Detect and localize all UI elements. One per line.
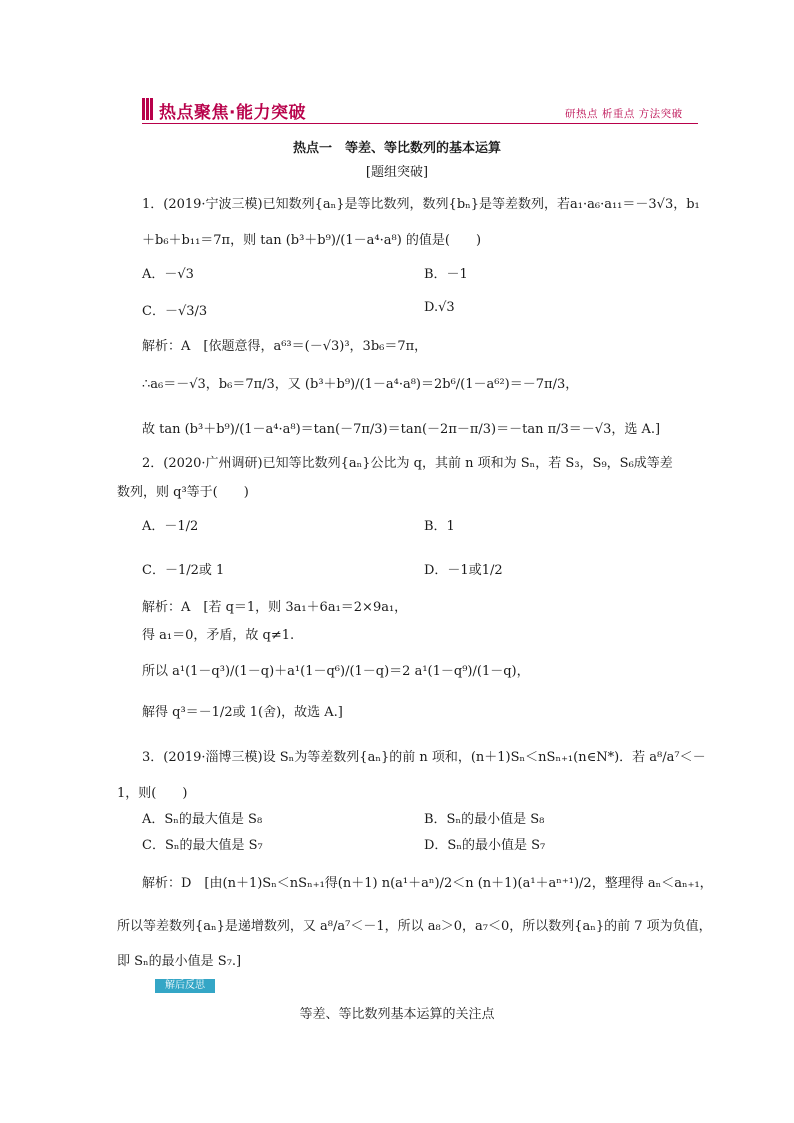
- problem-2-solution-line-2: 得 a₁＝0，矛盾，故 q≠1.: [142, 628, 295, 643]
- reflection-badge: 解后反思: [155, 979, 215, 993]
- problem-3-option-d: D．Sₙ的最小值是 S₇: [424, 838, 546, 853]
- problem-2-stem-line-1: 2．(2020·广州调研)已知等比数列{aₙ}公比为 q，其前 n 项和为 Sₙ，若 S₃，S₉，S₆成等差: [142, 456, 673, 471]
- header-title: 热点聚焦·能力突破: [159, 103, 306, 123]
- subsection-title: [题组突破]: [365, 165, 429, 180]
- problem-1-stem-line-2: ＋b₆＋b₁₁＝7π，则 tan (b³＋b⁹)/(1－a⁴·a⁸) 的值是( ): [142, 233, 482, 248]
- problem-3-stem-line-2: 1，则( ): [117, 786, 188, 801]
- problem-1-stem-line-1: 1．(2019·宁波三模)已知数列{aₙ}是等比数列，数列{bₙ}是等差数列，若a₁·a₆·a₁₁＝－3√3，b₁: [142, 197, 700, 212]
- problem-1-solution-line-2: ∴a₆＝－√3，b₆＝7π/3，又 (b³＋b⁹)/(1－a⁴·a⁸)＝2b⁶/(1－a⁶²)＝－7π/3，: [142, 377, 579, 392]
- section-title: 热点一 等差、等比数列的基本运算: [292, 141, 501, 156]
- problem-3-option-a: A．Sₙ的最大值是 S₈: [142, 812, 263, 827]
- problem-3-solution-line-3: 即 Sₙ的最小值是 S₇.]: [117, 954, 242, 969]
- problem-2-solution-line-3: 所以 a¹(1－q³)/(1－q)＋a¹(1－q⁶)/(1－q)＝2 a¹(1－q⁹)/(1－q)，: [142, 664, 530, 679]
- problem-3-option-c: C．Sₙ的最大值是 S₇: [142, 838, 263, 853]
- problem-2-stem-line-2: 数列，则 q³等于( ): [117, 485, 249, 500]
- problem-2-option-d: D．－1或1/2: [424, 563, 503, 578]
- problem-2-option-b: B．1: [424, 519, 455, 534]
- problem-2-solution-line-1: 解析：A [若 q＝1，则 3a₁＋6a₁＝2×9a₁，: [142, 600, 408, 615]
- problem-3-stem-line-1: 3．(2019·淄博三模)设 Sₙ为等差数列{aₙ}的前 n 项和，(n＋1)Sₙ＜nSₙ₊₁(n∈N*)．若 a⁸/a⁷＜－: [142, 750, 706, 765]
- header-right-text: 研热点 析重点 方法突破: [565, 108, 683, 120]
- problem-3-solution-line-1: 解析：D [由(n＋1)Sₙ＜nSₙ₊₁得(n＋1) n(a¹＋aⁿ)/2＜n (n＋1)(a¹＋aⁿ⁺¹)/2，整理得 aₙ＜aₙ₊₁，: [142, 876, 713, 891]
- problem-3-solution-line-2: 所以等差数列{aₙ}是递增数列，又 a⁸/a⁷＜－1，所以 a₈＞0，a₇＜0，所以数列{aₙ}的前 7 项为负值，: [117, 919, 712, 934]
- problem-1-option-c: C．－√3/3: [142, 304, 208, 319]
- header-rule: [142, 123, 698, 124]
- problem-1-solution-line-1: 解析：A [依题意得，a⁶³＝(－√3)³，3b₆＝7π，: [142, 339, 428, 354]
- problem-1-option-a: A．－√3: [142, 267, 194, 282]
- problem-1-option-d: D.√3: [424, 300, 455, 315]
- problem-2-option-a: A．－1/2: [142, 519, 199, 534]
- problem-2-solution-line-4: 解得 q³＝－1/2或 1(舍)，故选 A.]: [142, 705, 343, 720]
- problem-3-option-b: B．Sₙ的最小值是 S₈: [424, 812, 545, 827]
- header-decoration-bars: [142, 98, 154, 120]
- problem-2-option-c: C．－1/2或 1: [142, 563, 225, 578]
- reflection-title: 等差、等比数列基本运算的关注点: [299, 1007, 495, 1022]
- problem-1-solution-line-3: 故 tan (b³＋b⁹)/(1－a⁴·a⁸)＝tan(－7π/3)＝tan(－2π－π/3)＝－tan π/3＝－√3，选 A.]: [142, 422, 661, 437]
- problem-1-option-b: B．－1: [424, 267, 468, 282]
